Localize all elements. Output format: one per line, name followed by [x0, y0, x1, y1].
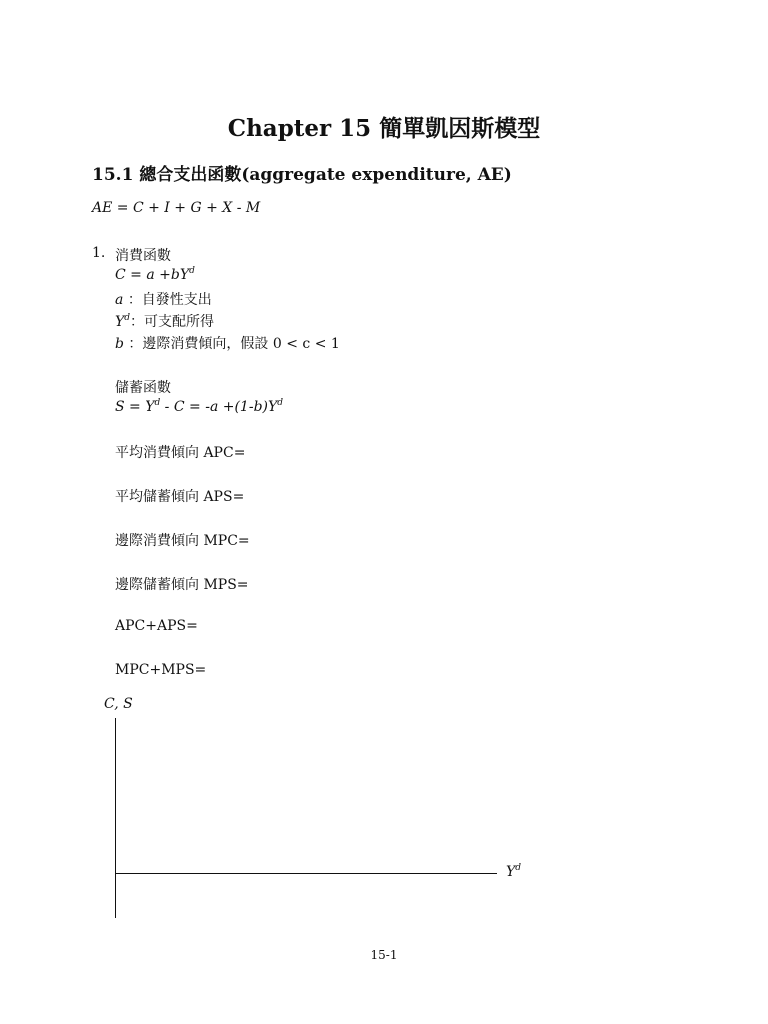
b-definition [115, 333, 340, 353]
ae-equation: AE = C + I + G + X - M [92, 200, 261, 216]
yd-definition [115, 311, 214, 331]
b-description: ：邊際消費傾向，假設 0 < c < 1 [128, 336, 340, 352]
b-symbol: b [115, 336, 124, 352]
mpc-mps-sum-line: MPC+MPS= [115, 662, 207, 678]
saving-eq-sup1: d [154, 398, 161, 408]
section-heading: 15.1 總合支出函數(aggregate expenditure, AE) [92, 165, 512, 185]
graph-x-axis [115, 873, 497, 874]
apc-line: 平均消費傾向 APC= [115, 445, 246, 461]
mpc-line: 邊際消費傾向 MPC= [115, 533, 250, 549]
graph-y-label: C, S [104, 696, 133, 712]
apc-aps-sum-line: APC+APS= [115, 618, 198, 634]
aps-line: 平均儲蓄傾向 APS= [115, 489, 245, 505]
graph-x-sup: d [515, 863, 522, 873]
consumption-heading: 消費函數 [115, 248, 171, 264]
chapter-title: Chapter 15 簡單凱因斯模型 [227, 115, 541, 142]
yd-description: ：可支配所得 [130, 314, 215, 330]
graph-x-symbol: Y [506, 864, 516, 880]
saving-eq-part2: - C = -a +(1-b)Y [160, 399, 278, 415]
consumption-equation-main: C = a +bY [115, 267, 190, 283]
list-number: 1. [92, 245, 106, 261]
consumption-equation-sup: d [189, 266, 195, 276]
graph-x-label [506, 864, 521, 880]
saving-eq-part1: S = Y [115, 399, 155, 415]
saving-heading: 儲蓄函數 [115, 380, 171, 396]
saving-eq-sup2: d [277, 398, 283, 408]
graph-y-axis [115, 718, 116, 918]
consumption-equation [115, 267, 195, 283]
a-symbol: a [115, 292, 124, 308]
a-description: ：自發性支出 [127, 292, 212, 308]
saving-equation [115, 399, 283, 415]
yd-symbol: Y [115, 314, 125, 330]
page-number: 15-1 [370, 948, 398, 962]
yd-sup: d [124, 313, 131, 323]
mps-line: 邊際儲蓄傾向 MPS= [115, 577, 249, 593]
a-definition [115, 289, 212, 309]
